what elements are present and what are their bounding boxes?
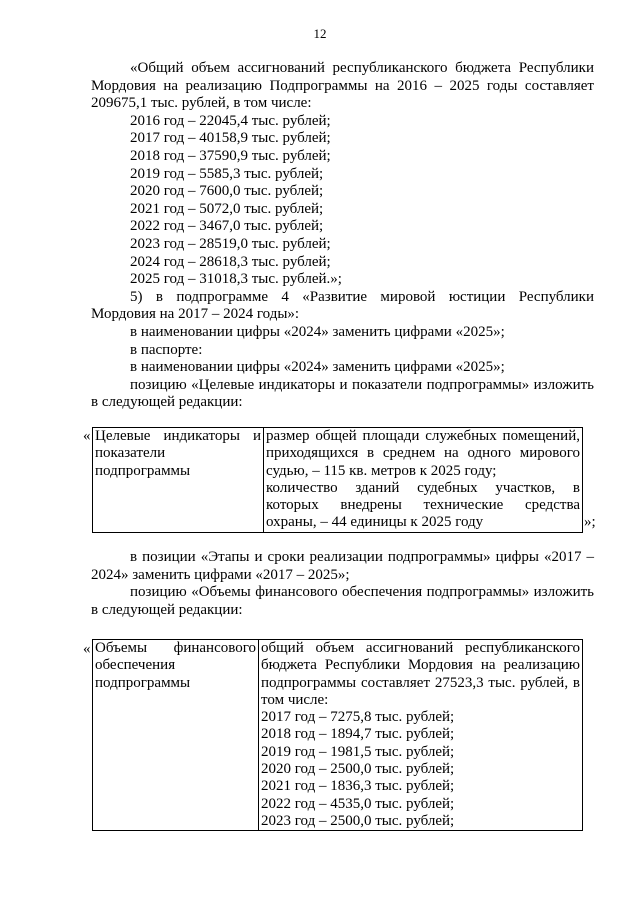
cell-line: судью, – 115 кв. метров к 2025 году; [266,462,497,479]
year-line: 2017 год – 40158,9 тыс. рублей; [130,130,331,147]
cell-line: том числе: [261,691,329,708]
cell-line: размер общей площади служебных помещений, [266,428,580,444]
year-line: 2016 год – 22045,4 тыс. рублей; [130,112,331,129]
text-line: 2024» заменить цифрами «2017 – 2025»; [91,566,350,583]
text-line: в наименовании цифры «2024» заменить цифрами «2025»; [130,359,505,376]
table-cell-value [264,428,583,533]
cell-line: подпрограммы составляет 27523,3 тыс. рублей, в [261,674,580,691]
text-line: 209675,1 тыс. рублей, в том числе: [91,95,312,112]
text-line: Мордовия на реализацию Подпрограммы на 2016 – 2025 годы составляет [91,77,594,94]
cell-line: Целевые индикаторы и [95,428,261,444]
cell-line: охраны, – 44 единицы к 2025 году [266,514,484,531]
year-line: 2022 год – 3467,0 тыс. рублей; [130,218,324,235]
year-line: 2024 год – 28618,3 тыс. рублей; [130,253,331,270]
table-row [93,640,583,831]
text-line: позицию «Целевые индикаторы и показатели подпрограммы» изложить [130,376,594,393]
table-cell-label [93,428,264,533]
table-cell-value [259,640,583,831]
text-line: в следующей редакции: [91,601,243,618]
table-cell-label [93,640,259,831]
text-line: позицию «Объемы финансового обеспечения подпрограммы» изложить [130,584,594,601]
year-line: 2020 год – 7600,0 тыс. рублей; [130,183,324,200]
year-line: 2021 год – 5072,0 тыс. рублей; [130,200,324,217]
text-line: в позиции «Этапы и сроки реализации подпрограммы» цифры «2017 – [130,549,594,565]
cell-line: показатели подпрограммы [95,445,191,479]
text-line: «Общий объем ассигнований республиканского бюджета Республики [130,60,594,76]
finance-table [92,639,583,831]
text-line: в наименовании цифры «2024» заменить цифрами «2025»; [130,323,505,340]
cell-line: которых внедрены технические средства [266,497,580,514]
cell-line: количество зданий судебных участков, в [266,479,580,496]
stages-paragraph [91,549,594,619]
year-line: 2018 год – 1894,7 тыс. рублей; [261,726,455,743]
cell-line: бюджета Республики Мордовия на реализацию [261,657,580,674]
year-line: 2021 год – 1836,3 тыс. рублей; [261,778,455,795]
year-line: 2020 год – 2500,0 тыс. рублей; [261,761,455,778]
table-row [93,428,583,533]
budget-paragraph [91,60,594,412]
open-quote: « [83,641,91,657]
text-line: 5) в подпрограмме 4 «Развитие мировой юстиции Республики [130,288,594,305]
year-line: 2023 год – 28519,0 тыс. рублей; [130,235,331,252]
cell-line: Объемы финансового [95,640,256,656]
year-line: 2018 год – 37590,9 тыс. рублей; [130,147,331,164]
year-line: 2017 год – 7275,8 тыс. рублей; [261,709,455,726]
cell-line: общий объем ассигнований республиканского [261,640,580,656]
year-line: 2019 год – 1981,5 тыс. рублей; [261,743,455,760]
page-number: 12 [313,26,327,41]
text-line: Мордовия на 2017 – 2024 годы»: [91,306,300,323]
year-line: 2025 год – 31018,3 тыс. рублей.»; [130,271,342,288]
indicators-table [92,427,583,533]
year-line: 2019 год – 5585,3 тыс. рублей; [130,165,324,182]
year-line: 2022 год – 4535,0 тыс. рублей; [261,795,455,812]
open-quote: « [83,428,91,444]
text-line: в паспорте: [130,341,203,358]
cell-line: обеспечения [95,657,176,674]
text-line: в следующей редакции: [91,394,243,411]
cell-line: приходящихся в среднем на одного мирового [266,445,580,462]
cell-line: подпрограммы [95,674,191,691]
close-quote: »; [584,514,596,530]
year-line: 2023 год – 2500,0 тыс. рублей; [261,812,455,829]
